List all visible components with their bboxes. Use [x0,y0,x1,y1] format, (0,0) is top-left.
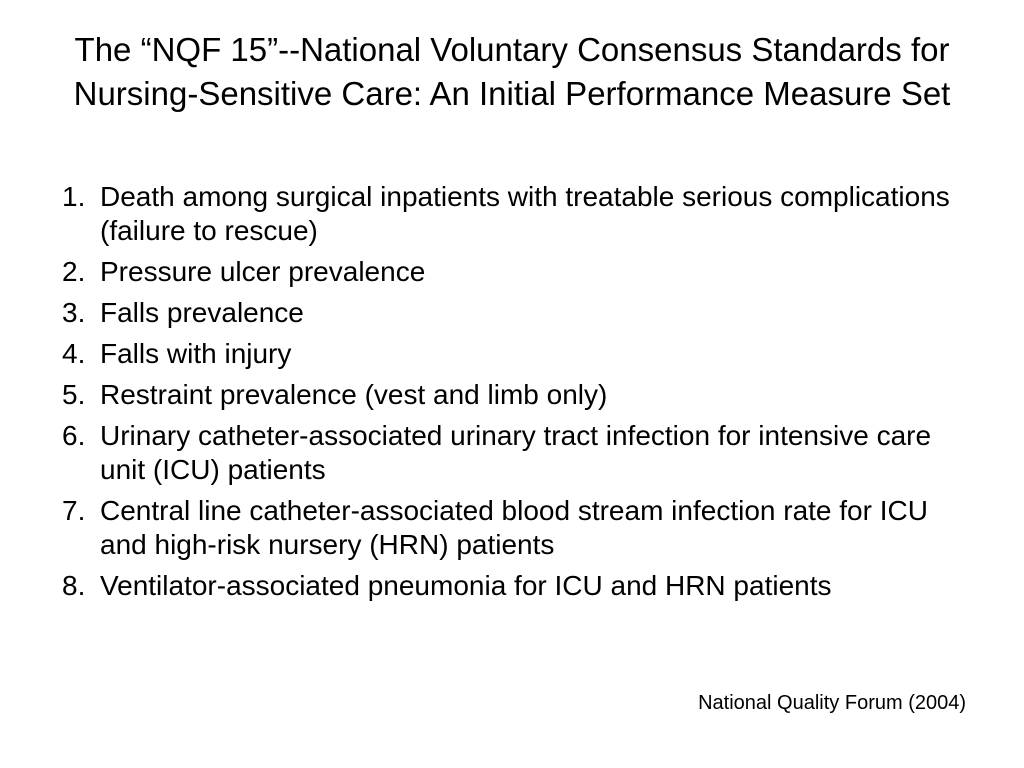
list-item [62,296,962,330]
list-item-number: 1. [62,181,86,212]
list-item [62,180,962,248]
list-item-number: 7. [62,495,86,526]
list-item-number: 5. [62,379,86,410]
list-item-number: 8. [62,570,86,601]
list-item-text: Falls with injury [100,338,292,369]
list-item-number: 3. [62,297,86,328]
list-item-text: Death among surgical inpatients with treatable serious complications (failure to rescue) [100,181,950,246]
list-item-text: Falls prevalence [100,297,304,328]
list-item [62,255,962,289]
list-item-text: Ventilator-associated pneumonia for ICU and HRN patients [100,570,832,601]
list-item-text: Restraint prevalence (vest and limb only) [100,379,608,410]
measure-list [62,180,962,610]
list-item-text: Urinary catheter-associated urinary tract infection for intensive care unit (ICU) patients [100,420,932,485]
list-item [62,494,962,562]
list-item-number: 6. [62,420,86,451]
slide-title: The “NQF 15”--National Voluntary Consensus Standards for Nursing-Sensitive Care: An Initial Performance Measure Set [73,31,951,112]
list-item [62,337,962,371]
source-citation: National Quality Forum (2004) [698,692,966,714]
list-item [62,569,962,603]
list-item-text: Pressure ulcer prevalence [100,256,426,287]
list-item-number: 2. [62,256,86,287]
list-item [62,378,962,412]
list-item [62,419,962,487]
list-item-text: Central line catheter-associated blood stream infection rate for ICU and high-risk nursery (HRN) patients [100,495,928,560]
list-item-number: 4. [62,338,86,369]
